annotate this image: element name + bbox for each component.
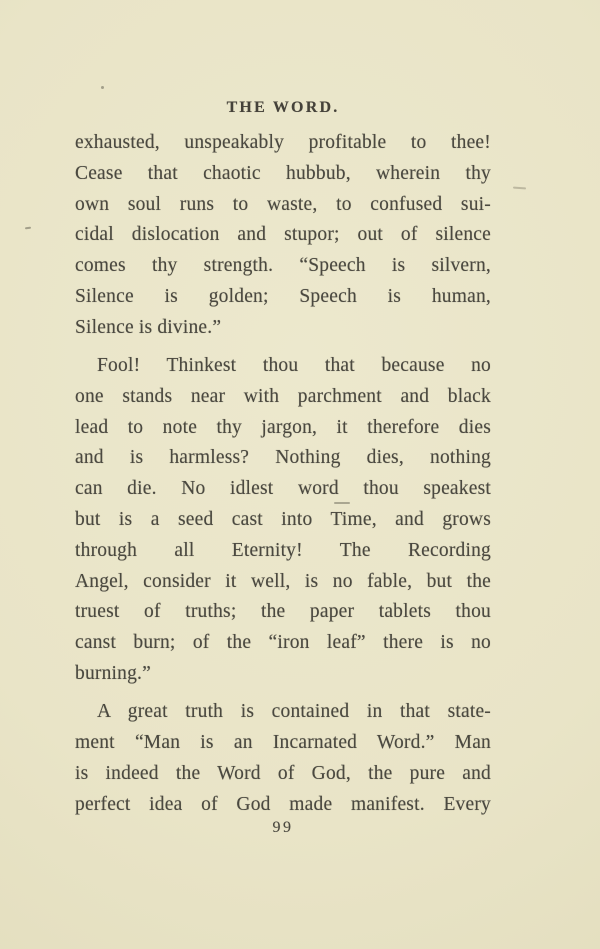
text-line: Angel, consider it well, is no fable, but the <box>75 570 491 592</box>
text-line: but is a seed cast into Time, and grows <box>75 509 491 531</box>
paragraph <box>75 697 491 820</box>
page-number: 99 <box>272 819 294 836</box>
text-line: canst burn; of the “iron leaf” there is no <box>75 632 491 654</box>
text-line: cidal dislocation and stupor; out of silence <box>75 224 491 246</box>
text-line: is indeed the Word of God, the pure and <box>75 762 491 784</box>
scan-stray-mark <box>513 187 526 190</box>
text-line: ment “Man is an Incarnated Word.” Man <box>75 732 491 754</box>
running-header: THE WORD. <box>226 99 340 116</box>
text-line: own soul runs to waste, to confused sui- <box>75 193 491 215</box>
text-line: Fool! Thinkest thou that because no <box>97 355 491 377</box>
paragraph <box>75 351 491 690</box>
paragraph <box>75 128 491 344</box>
text-line: through all Eternity! The Recording <box>75 539 491 561</box>
text-line: Cease that chaotic hubbub, wherein thy <box>75 162 491 184</box>
text-line: A great truth is contained in that state- <box>97 701 491 723</box>
text-line: exhausted, unspeakably profitable to thee! <box>75 132 491 153</box>
text-line: and is harmless? Nothing dies, nothing <box>75 447 491 469</box>
text-line: Silence is golden; Speech is human, <box>75 285 491 307</box>
text-line: one stands near with parchment and black <box>75 385 491 407</box>
text-line: perfect idea of God made manifest. Every <box>75 793 491 815</box>
text-line: comes thy strength. “Speech is silvern, <box>75 255 491 277</box>
scan-speck <box>101 86 104 89</box>
text-line: truest of truths; the paper tablets thou <box>75 601 491 623</box>
text-line: can die. No idlest word thou speakest <box>75 478 491 500</box>
text-line: burning.” <box>75 663 151 685</box>
scan-speck <box>25 227 31 230</box>
text-line: lead to note thy jargon, it therefore dies <box>75 416 491 438</box>
text-block <box>75 128 491 821</box>
text-line: Silence is divine.” <box>75 316 222 338</box>
